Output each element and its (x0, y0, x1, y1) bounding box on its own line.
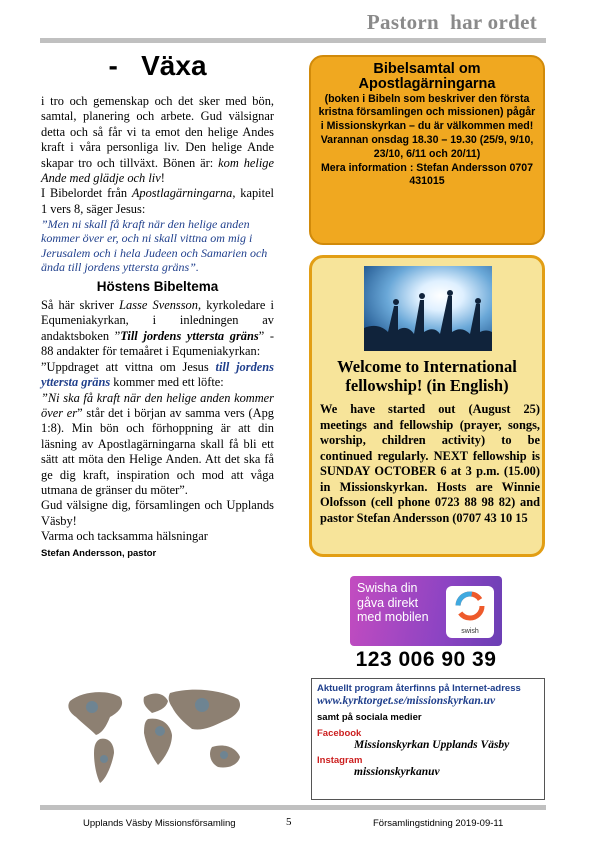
text: ! (160, 171, 165, 186)
text: kommer med ett löfte: (110, 375, 224, 390)
swish-logo-text: swish (461, 628, 479, 635)
italic-text: Lasse Svensson (119, 298, 198, 313)
text: ” - 88 andakter för temaåret i Equmeniakyrkan: (41, 328, 274, 359)
fellowship-description: We have started out (August 25) meetings and fellowship (prayer, songs, worship, children activity) to be continued regularly. NEXT fellowship is SUNDAY OCTOBER 6 at 3 p.m. (15.00) in Missionskyrkan. Hosts are Winnie Olofsson (cell phone 0723 88 98 82) and pastor Stefan Andersson (0707 43 10 15 (320, 402, 540, 525)
text: Swisha din (357, 581, 418, 595)
world-map-image (52, 683, 257, 788)
article-paragraph: Gud välsigne dig, församlingen och Upplands Väsby! (41, 498, 274, 528)
bible-study-schedule: Varannan onsdag 18.30 – 19.30 (25/9, 9/10, 23/10, 6/11 och 20/11) (320, 134, 534, 160)
text: , kapitel 1 vers 8, säger Jesus: (41, 186, 274, 216)
swish-number: 123 006 90 39 (355, 648, 497, 671)
bible-quote: ”Men ni skall få kraft när den helige anden kommer över er, och ni skall vittna om mig i Jerusalem och i hela Judeen och Samarien och ända till jordens yttersta gräns”. (41, 217, 268, 274)
text: ” står det i början av samma vers (Apg 1:8). Min bön och förhoppning är att din läsning av Apostlagärningarna skall få bli ett sätt att möta den Helige Anden. Att det ska få ge dig kraft, inspiration och mod att våga utmana de gränser du möter”. (41, 405, 275, 497)
bible-study-box (309, 55, 545, 245)
bible-study-contact: Mera information : Stefan Andersson 0707 431015 (320, 162, 534, 188)
bible-study-title: Bibelsamtal om Apostlagärningarna (358, 61, 496, 92)
article-paragraph (41, 94, 274, 186)
page-section-title: Pastorn har ordet (366, 10, 537, 34)
article-paragraph (41, 186, 274, 217)
swish-logo-icon (446, 586, 494, 626)
italic-text: kom helige Ande med glädje och liv (41, 155, 274, 186)
blue-bold-text: till jordens yttersta gräns (41, 359, 274, 390)
article-paragraph (41, 391, 274, 499)
top-divider (40, 38, 546, 43)
info-box (311, 678, 545, 800)
swish-banner-text (357, 581, 429, 625)
facebook-page-name: Missionskyrkan Upplands Väsby (354, 739, 510, 751)
swish-donation-ad (350, 576, 502, 671)
article-subheading: Höstens Bibeltema (96, 279, 219, 295)
italic-text: ”Ni ska få kraft när den helige anden kommer över er (41, 390, 274, 420)
info-intro: Aktuellt program återfinns på Internet-adress (317, 683, 521, 694)
text: I Bibelordet från (41, 186, 132, 201)
footer-publication-date: Församlingstidning 2019-09-11 (373, 818, 504, 829)
article-paragraph (41, 298, 274, 360)
text: gåva direkt (357, 595, 419, 610)
article-heading: - Växa (108, 50, 207, 81)
page-number: 5 (286, 816, 292, 828)
italic-text: Apostlagärningarna (131, 186, 233, 201)
footer-organization: Upplands Väsby Missionsförsamling (83, 818, 236, 829)
bold-italic-text: Till jordens yttersta gräns (120, 328, 259, 343)
swish-banner (350, 576, 502, 646)
article-paragraph: Varma och tacksamma hälsningar (41, 529, 208, 544)
article-paragraph (41, 360, 274, 391)
text: med mobilen (357, 610, 429, 624)
text: Så här skriver (41, 298, 120, 313)
facebook-label: Facebook (317, 728, 362, 739)
signature: Stefan Andersson, pastor (41, 547, 157, 559)
bottom-divider (40, 805, 546, 810)
text: , kyrkoledare i Equmeniakyrkan, i inledningen av andaktsboken ” (41, 298, 274, 343)
website-link[interactable]: www.kyrktorget.se/missionskyrkan.uv (317, 695, 496, 707)
swish-logo (446, 586, 494, 638)
social-media-text: samt på sociala medier (317, 712, 422, 723)
pastor-article (41, 50, 274, 559)
international-fellowship-box (309, 255, 545, 557)
fellowship-title: Welcome to International fellowship! (in English) (337, 357, 517, 395)
text: ”Uppdraget att vittna om Jesus (41, 359, 216, 374)
instagram-label: Instagram (317, 755, 363, 766)
text: i tro och gemenskap och det sker med bön, samtal, planering och arbete. Gud välsignar detta och så får vi ta emot den helige Andes kraft i våra personliga liv. Den helige Ande skapar tro och tillväxt. Bönen är: (41, 94, 274, 170)
bible-study-description: (boken i Bibeln som beskriver den första kristna församlingen och missionen) pågår i Missionskyrkan – du är välkommen med! (318, 93, 536, 132)
instagram-handle: missionskyrkanuv (354, 766, 440, 778)
worship-hands-photo (364, 266, 492, 351)
